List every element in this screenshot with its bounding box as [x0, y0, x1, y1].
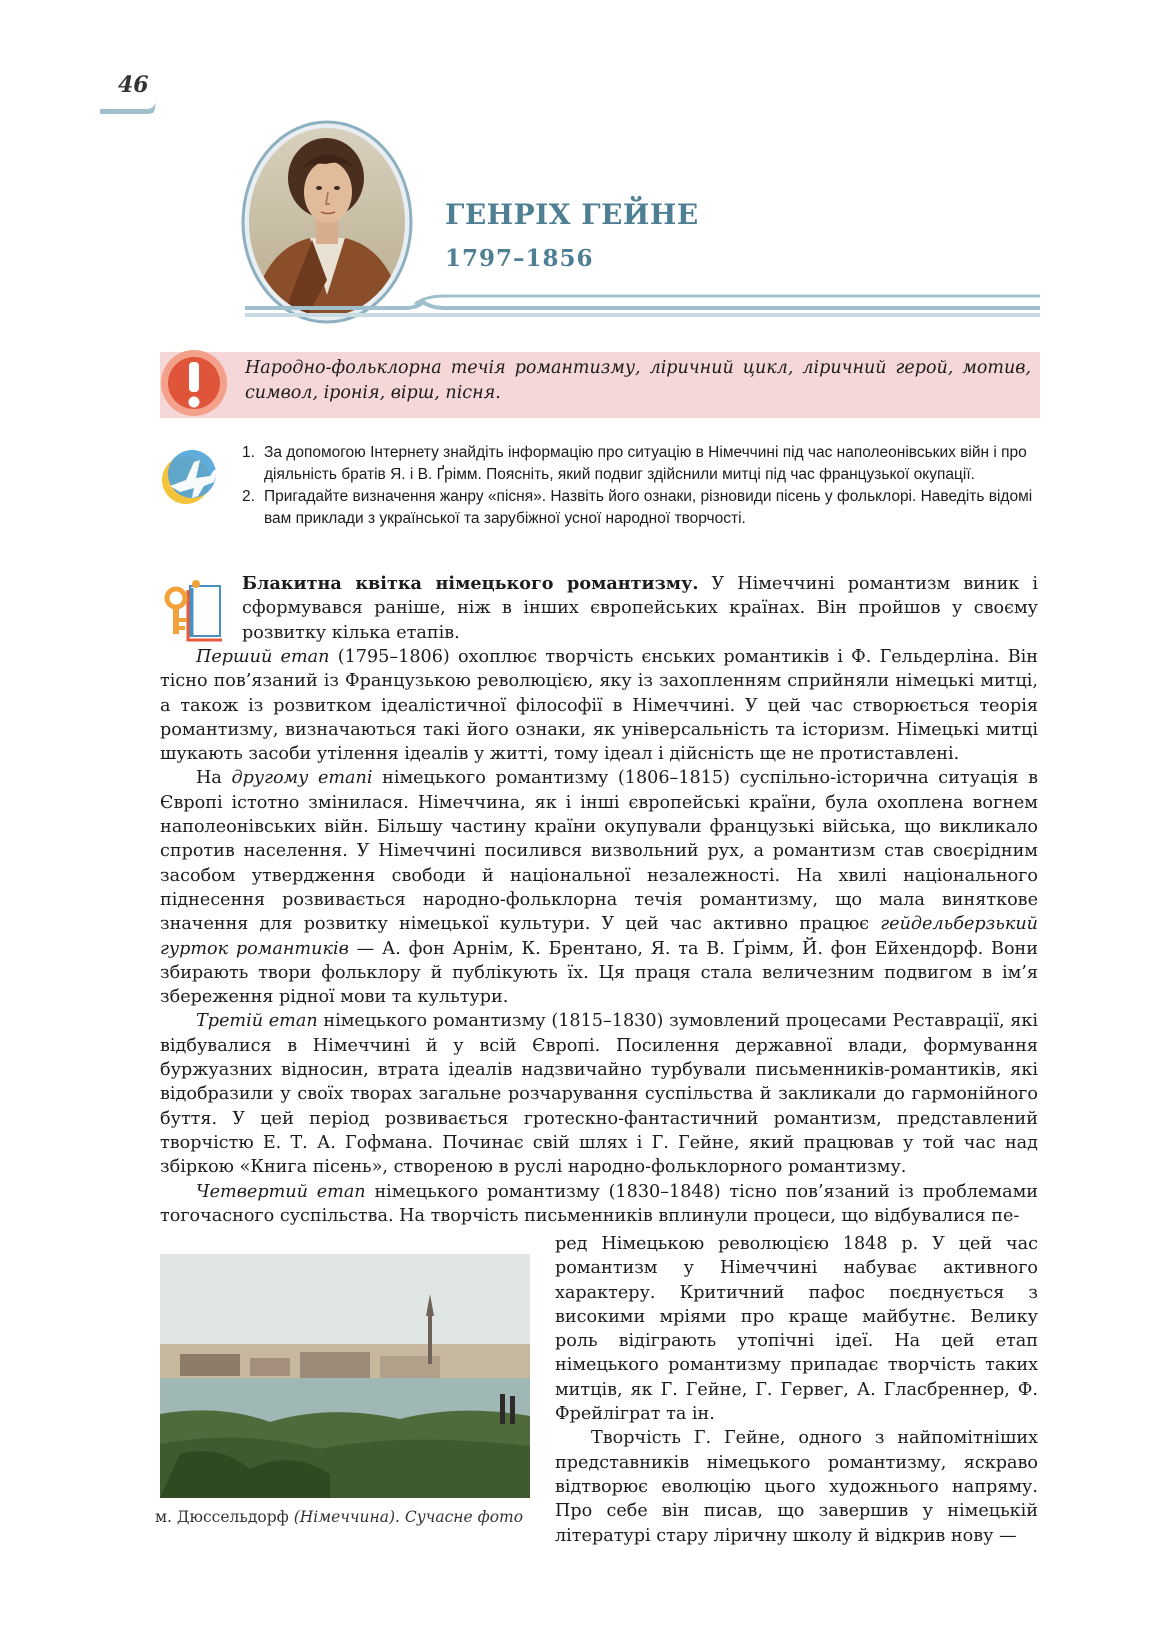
header-decorative-lines: [245, 290, 1045, 320]
author-years: 1797–1856: [445, 245, 594, 272]
paragraph-stage-3: Третій етап німецького романтизму (1815–1830) зумовлений процесами Реставрації, які відбувалися в Німеччині й у всій Європі. Посилення державної влади, формування буржуазних відносин, втрата ідеалів надзвичайно турбували письменників-романтиків, які відобразили у своїх творах загальне розчарування суспільства й закликали до гармонійного буття. У цей період розвивається гротескно-фантастичний романтизм, представлений творчістю Е. Т. А. Гофмана. Починає свій шлях і Г. Гейне, який працював у той час над збіркою «Книга пісень», створеною в руслі народно-фольклорного романтизму.: [160, 1011, 1039, 1178]
page-number: 46: [118, 72, 149, 98]
main-text: [160, 645, 1038, 1228]
paragraph-stage-4-continued: ред Німецькою революцією 1848 р. У цей час романтизм у Німеччині набуває активного характеру. Критичний пафос поєднується з високими мріями про краще майбутнє. Велику роль відіграють утопічні ідеї. На цей етап німецького романтизму припадає творчість таких митців, як Г. Гейне, Г. Гервег, А. Гласбреннер, Ф. Фрейліграт та ін.: [555, 1234, 1038, 1425]
section-intro: Блакитна квітка німецького романтизму. У Німеччині романтизм виник і сформувався раніше, ніж в інших європейських країнах. Він пройшов у своєму розвитку кілька етапів.: [242, 573, 1039, 643]
author-name: ГЕНРІХ ГЕЙНЕ: [445, 198, 699, 231]
keywords-text: Народно-фольклорна течія романтизму, ліричний цикл, ліричний герой, мотив, символ, іронія, вірш, пісня.: [245, 358, 1031, 403]
keys-book-icon: [160, 578, 226, 644]
author-heading: [445, 198, 699, 272]
paragraph-stage-1: Перший етап (1795–1806) охоплює творчість єнських романтиків і Ф. Гельдерліна. Він тісно пов’язаний із Французькою революцією, яку із захопленням сприйняли німецькі митці, а також із розвитком ідеалістичної філософії в Німеччині. У цей час створюється теорія романтизму, визначаються такі його ознаки, як універсальність та історизм. Німецькі митці шукають засоби утілення ідеалів у житті, тому ідеал і дійсність ще не протиставлені.: [160, 647, 1039, 765]
paragraph-heine: Творчість Г. Гейне, одного з найпомітніших представників німецького романтизму, яскраво відтворює еволюцію цього художнього напряму. Про себе він писав, що завершив у німецькій літературі стару ліричну школу й відкрив нову —: [555, 1428, 1038, 1546]
airplane-icon: [158, 446, 220, 506]
dusseldorf-photo: [160, 1254, 530, 1498]
exclamation-icon: [160, 348, 228, 418]
paragraph-stage-4: Четвертий етап німецького романтизму (1830–1848) тісно пов’язаний із проблемами тогочасного суспільства. На творчість письменників вплинули процеси, що відбувалися пе-: [160, 1181, 1039, 1226]
page-number-swoosh: [100, 100, 160, 116]
section-heading: Блакитна квітка німецького романтизму.: [242, 573, 699, 594]
task-item: 1. За допомогою Інтернету знайдіть інформацію про ситуацію в Німеччині під час наполеонівських війн і про діяльність братів Я. і В. Ґрімм. Поясніть, який подвиг здійснили митці під час французької окупації.: [242, 444, 1027, 483]
task-item: 2. Пригадайте визначення жанру «пісня». Назвіть його ознаки, різновиди пісень у фольклорі. Наведіть відомі вам приклади з української та зарубіжної усної народної творчості.: [242, 488, 1033, 527]
paragraph-stage-2: На другому етапі німецького романтизму (1806–1815) суспільно-історична ситуація в Європі істотно змінилася. Німеччина, як і інші європейські країни, була охоплена вогнем наполеонівських війн. Більшу частину країни окупували французькі війська, що викликало спротив населення. У Німеччині посилився визвольний рух, а романтизм став своєрідним засобом утвердження свободи й національної незалежності. На хвилі національного піднесення розвивається народно-фольклорна течія романтизму, що мала виняткове значення для розвитку німецької культури. У цей час активно працює гейдельберзький гурток романтиків — А. фон Арнім, К. Брентано, Я. та В. Ґрімм, Й. фон Ейхендорф. Вони збирають твори фольклору й публікують їх. Ця праця стала величезним подвигом в ім’я збереження рідної мови та культури.: [160, 768, 1039, 1008]
preparation-tasks: [242, 442, 1042, 530]
photo-caption: м. Дюссельдорф (Німеччина). Сучасне фото: [155, 1508, 524, 1526]
right-column-text: [555, 1232, 1038, 1548]
